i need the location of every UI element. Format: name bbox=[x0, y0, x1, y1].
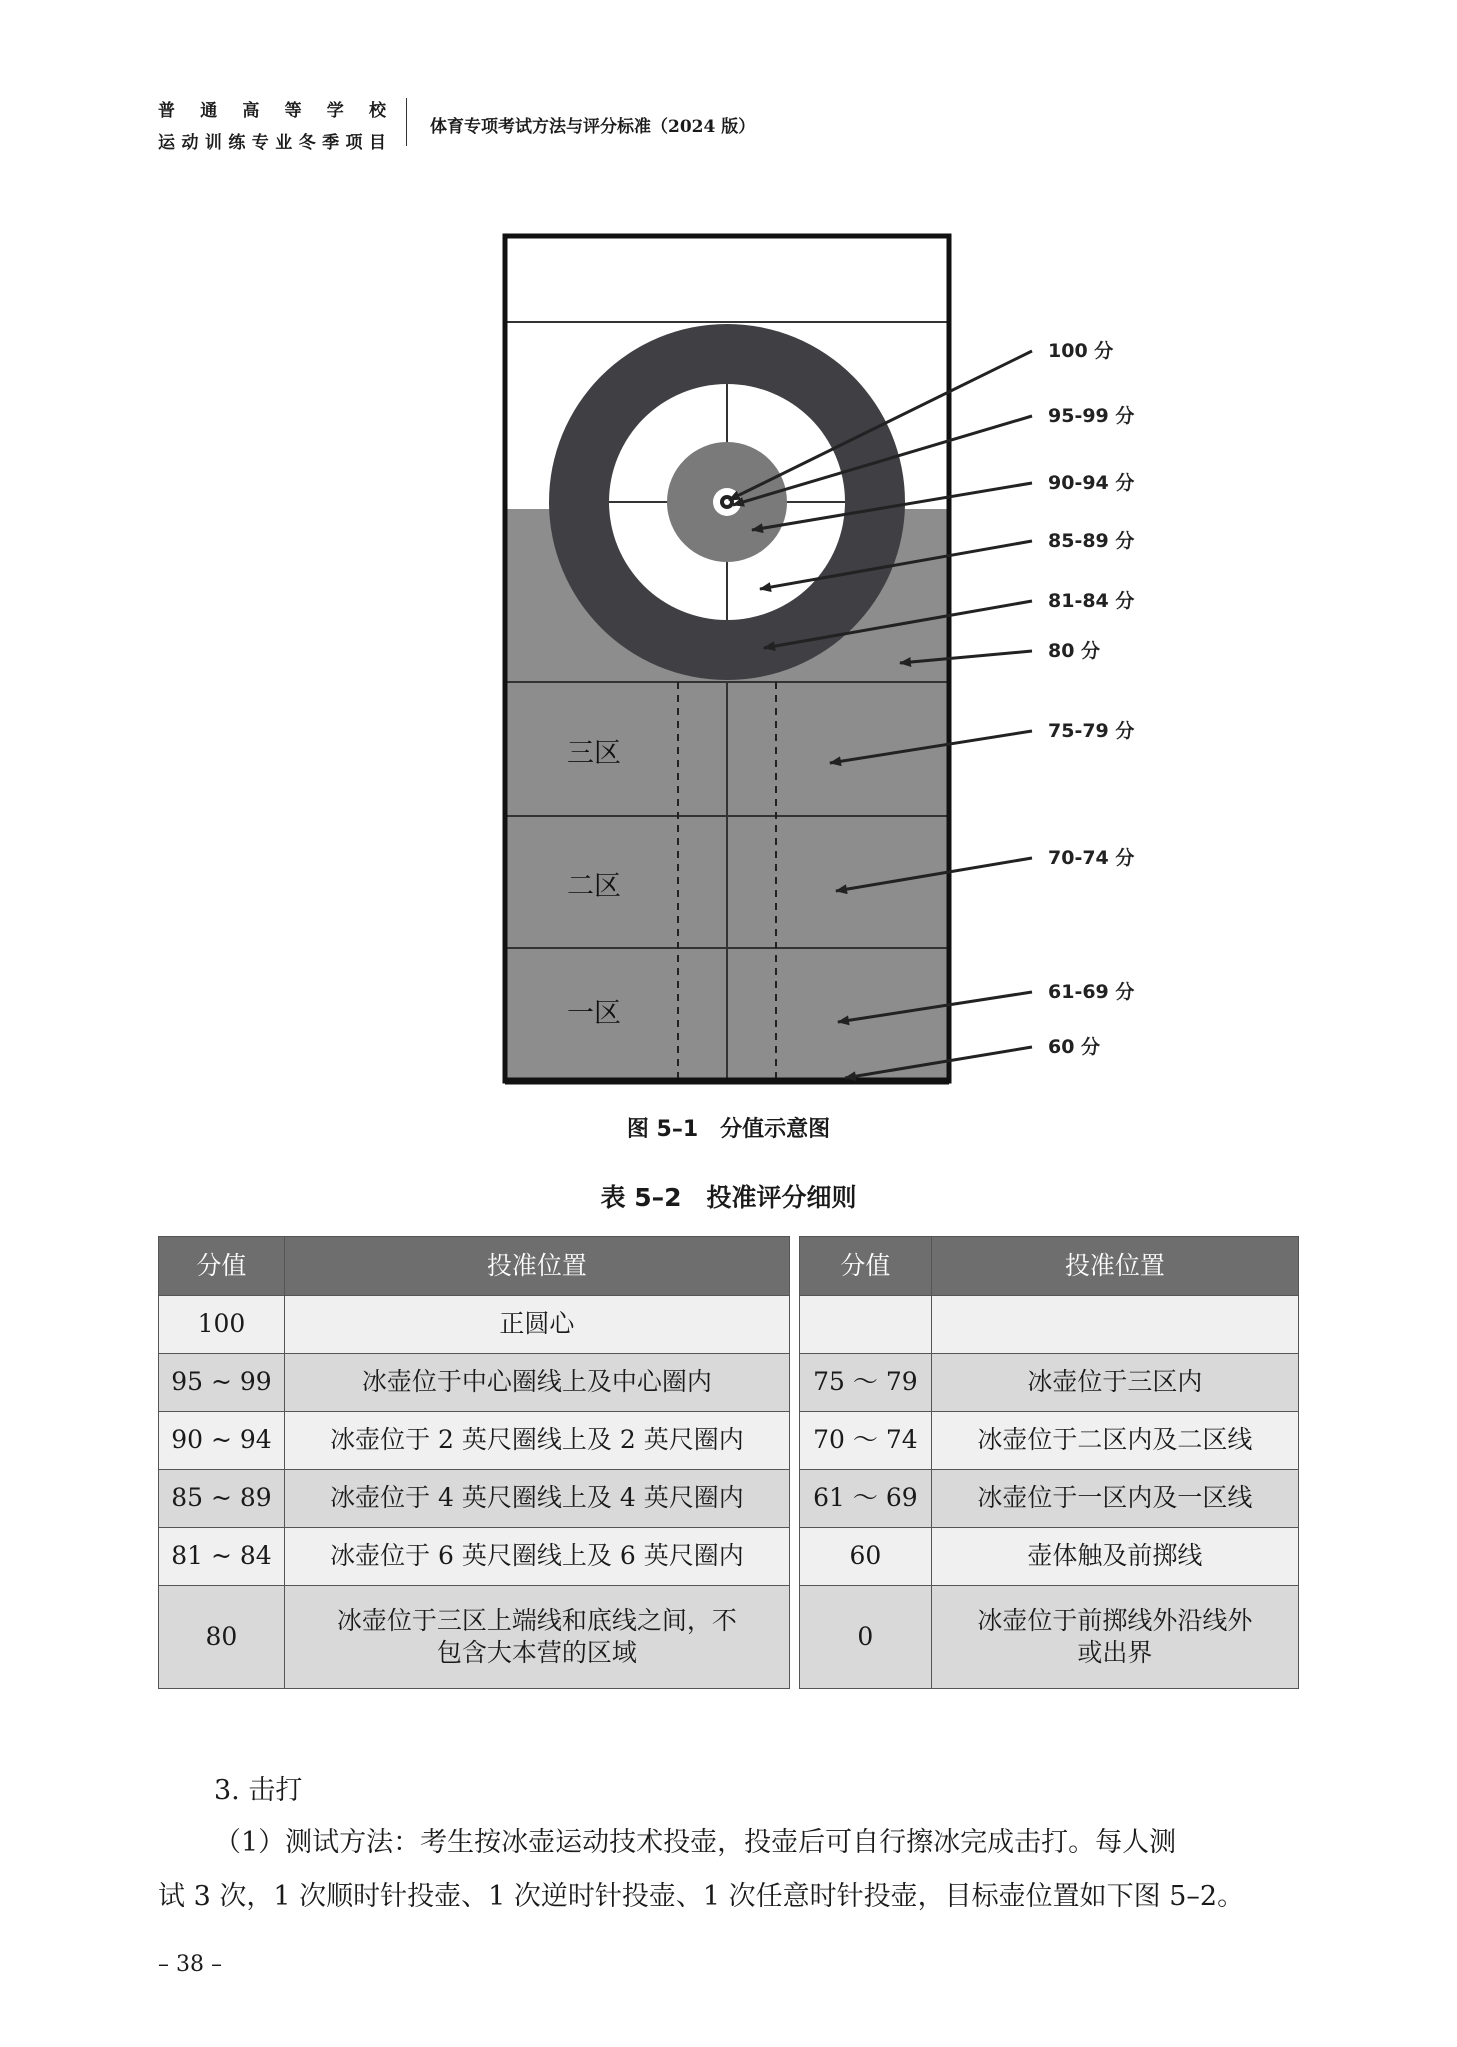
callout-81-84: 81-84 分 bbox=[1048, 590, 1135, 612]
table-row bbox=[800, 1296, 1299, 1354]
table-row bbox=[800, 1412, 1299, 1470]
cell-score: 80 bbox=[159, 1586, 285, 1689]
cell-score: 85 ~ 89 bbox=[159, 1470, 285, 1528]
zone-label-2: 二区 bbox=[567, 871, 621, 902]
cell-score: 60 bbox=[800, 1528, 932, 1586]
zone-label-1: 一区 bbox=[567, 998, 621, 1029]
score-table-left bbox=[158, 1236, 790, 1689]
callout-95-99: 95-99 分 bbox=[1048, 405, 1135, 427]
cell-position: 冰壶位于三区内 bbox=[931, 1354, 1298, 1412]
header-score: 分值 bbox=[159, 1237, 285, 1296]
section-heading: 3. 击打 bbox=[214, 1775, 303, 1806]
cell-position: 正圆心 bbox=[284, 1296, 789, 1354]
zone-label-3: 三区 bbox=[567, 738, 621, 769]
cell-score: 0 bbox=[800, 1586, 932, 1689]
header-position: 投准位置 bbox=[931, 1237, 1298, 1296]
header-position: 投准位置 bbox=[284, 1237, 789, 1296]
callout-80: 80 分 bbox=[1048, 640, 1101, 662]
table-header-row bbox=[159, 1237, 790, 1296]
table-row bbox=[159, 1470, 790, 1528]
header-series-line2: 运动训练专业冬季项目 bbox=[158, 133, 386, 153]
cell-score: 95 ~ 99 bbox=[159, 1354, 285, 1412]
score-table-right bbox=[799, 1236, 1299, 1689]
cell-position: 壶体触及前掷线 bbox=[931, 1528, 1298, 1586]
header-series-line1: 普 通 高 等 学 校 bbox=[158, 101, 386, 121]
cell-score: 70 ～ 74 bbox=[800, 1412, 932, 1470]
figure-caption: 图 5–1 分值示意图 bbox=[626, 1117, 831, 1142]
table-row bbox=[159, 1528, 790, 1586]
cell-position bbox=[931, 1296, 1298, 1354]
callout-70-74: 70-74 分 bbox=[1048, 847, 1135, 869]
callout-75-79: 75-79 分 bbox=[1048, 720, 1135, 742]
cell-position: 冰壶位于三区上端线和底线之间，不包含大本营的区域 bbox=[284, 1586, 789, 1689]
cell-score bbox=[800, 1296, 932, 1354]
table-row bbox=[800, 1470, 1299, 1528]
paragraph-line-1: （1）测试方法：考生按冰壶运动技术投壶，投壶后可自行擦冰完成击打。每人测 bbox=[214, 1827, 1177, 1858]
cell-score: 90 ~ 94 bbox=[159, 1412, 285, 1470]
cell-position: 冰壶位于 2 英尺圈线上及 2 英尺圈内 bbox=[284, 1412, 789, 1470]
table-row bbox=[159, 1296, 790, 1354]
table-row bbox=[159, 1354, 790, 1412]
paragraph-line-2: 试 3 次，1 次顺时针投壶、1 次逆时针投壶、1 次任意时针投壶，目标壶位置如下图 5–2。 bbox=[158, 1881, 1245, 1912]
header-score: 分值 bbox=[800, 1237, 932, 1296]
cell-position: 冰壶位于二区内及二区线 bbox=[931, 1412, 1298, 1470]
cell-score: 100 bbox=[159, 1296, 285, 1354]
cell-position: 冰壶位于 6 英尺圈线上及 6 英尺圈内 bbox=[284, 1528, 789, 1586]
header-book-title: 体育专项考试方法与评分标准（2024 版） bbox=[430, 117, 756, 137]
callout-90-94: 90-94 分 bbox=[1048, 472, 1135, 494]
table-row bbox=[800, 1528, 1299, 1586]
cell-score: 81 ~ 84 bbox=[159, 1528, 285, 1586]
cell-score: 61 ～ 69 bbox=[800, 1470, 932, 1528]
table-row bbox=[159, 1412, 790, 1470]
cell-position: 冰壶位于前掷线外沿线外或出界 bbox=[931, 1586, 1298, 1689]
cell-score: 75 ～ 79 bbox=[800, 1354, 932, 1412]
cell-position: 冰壶位于中心圈线上及中心圈内 bbox=[284, 1354, 789, 1412]
callout-61-69: 61-69 分 bbox=[1048, 981, 1135, 1003]
callout-85-89: 85-89 分 bbox=[1048, 530, 1135, 552]
table-header-row bbox=[800, 1237, 1299, 1296]
table-row bbox=[800, 1586, 1299, 1689]
table-row bbox=[800, 1354, 1299, 1412]
callout-100: 100 分 bbox=[1048, 340, 1114, 362]
callout-60: 60 分 bbox=[1048, 1036, 1101, 1058]
table-row bbox=[159, 1586, 790, 1689]
page-number: – 38 – bbox=[158, 1952, 222, 1977]
table-caption: 表 5–2 投准评分细则 bbox=[600, 1183, 857, 1212]
cell-position: 冰壶位于 4 英尺圈线上及 4 英尺圈内 bbox=[284, 1470, 789, 1528]
cell-position: 冰壶位于一区内及一区线 bbox=[931, 1470, 1298, 1528]
